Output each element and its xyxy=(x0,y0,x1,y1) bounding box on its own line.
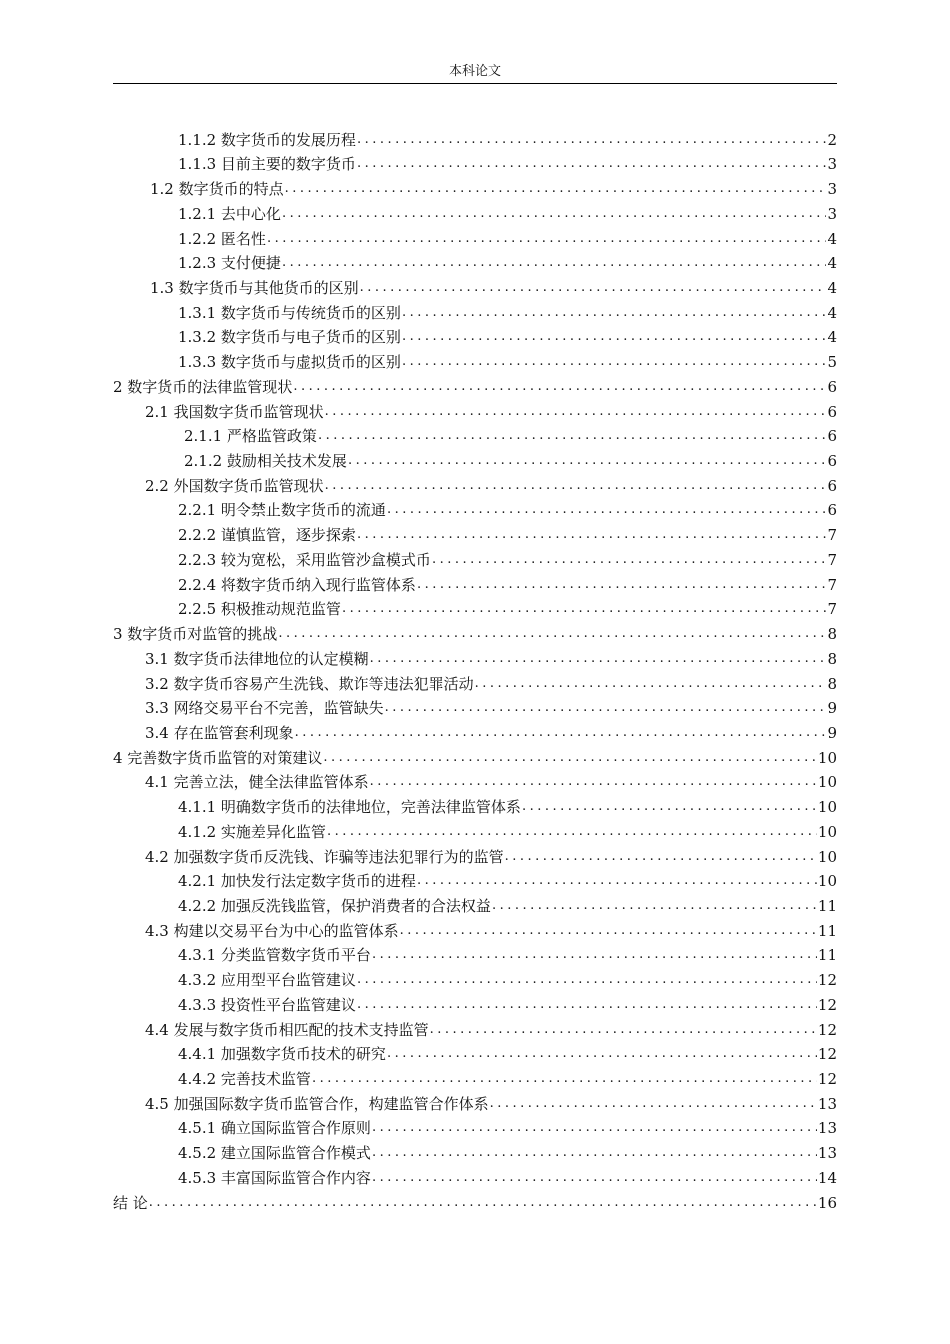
toc-entry-page-number: 11 xyxy=(817,921,837,940)
toc-entry[interactable] xyxy=(184,422,837,447)
toc-dot-leader xyxy=(348,451,827,471)
toc-entry[interactable] xyxy=(145,718,837,743)
toc-entry-title: 3.1 数字货币法律地位的认定模糊 xyxy=(145,649,369,668)
toc-entry-title: 2.2.3 较为宽松，采用监管沙盒模式币 xyxy=(178,550,431,569)
toc-entry[interactable] xyxy=(184,446,837,471)
toc-entry-page-number: 5 xyxy=(827,353,837,372)
toc-entry-title: 4.4.1 加强数字货币技术的研究 xyxy=(178,1045,386,1064)
toc-entry[interactable] xyxy=(178,867,837,892)
toc-entry-title: 4.2 加强数字货币反洗钱、诈骗等违法犯罪行为的监管 xyxy=(145,847,504,866)
toc-entry[interactable] xyxy=(113,619,837,644)
toc-entry-title: 1.3.3 数字货币与虚拟货币的区别 xyxy=(178,353,401,372)
toc-entry-title: 1.1.3 目前主要的数字货币 xyxy=(178,155,356,174)
toc-dot-leader xyxy=(357,995,817,1015)
toc-entry[interactable] xyxy=(178,990,837,1015)
toc-entry-page-number: 3 xyxy=(827,180,837,199)
toc-dot-leader xyxy=(325,476,827,496)
toc-entry[interactable] xyxy=(178,891,837,916)
toc-dot-leader xyxy=(282,253,827,273)
toc-dot-leader xyxy=(402,303,827,323)
toc-entry-title: 结 论 xyxy=(113,1193,148,1212)
toc-entry-page-number: 6 xyxy=(827,501,837,520)
toc-dot-leader xyxy=(402,327,827,347)
toc-entry-page-number: 10 xyxy=(817,847,837,866)
toc-entry[interactable] xyxy=(145,694,837,719)
toc-entry-page-number: 12 xyxy=(817,1020,837,1039)
toc-entry-title: 2.2.4 将数字货币纳入现行监管体系 xyxy=(178,575,416,594)
toc-entry-title: 1.2.1 去中心化 xyxy=(178,204,281,223)
toc-entry-page-number: 8 xyxy=(827,674,837,693)
toc-dot-leader xyxy=(312,1069,817,1089)
toc-entry[interactable] xyxy=(145,1089,837,1114)
toc-entry-page-number: 4 xyxy=(827,229,837,248)
toc-dot-leader xyxy=(267,229,827,249)
toc-dot-leader xyxy=(318,426,827,446)
toc-entry[interactable] xyxy=(178,965,837,990)
toc-dot-leader xyxy=(357,970,817,990)
toc-dot-leader xyxy=(285,179,827,199)
toc-entry[interactable] xyxy=(178,125,837,150)
toc-entry-title: 4.1 完善立法，健全法律监管体系 xyxy=(145,773,369,792)
toc-dot-leader xyxy=(505,847,817,867)
toc-dot-leader xyxy=(293,377,826,397)
page-header-title: 本科论文 xyxy=(448,64,501,79)
header-rule xyxy=(113,83,837,84)
toc-entry-title: 4.5.2 建立国际监管合作模式 xyxy=(178,1144,371,1163)
toc-dot-leader xyxy=(372,1143,817,1163)
toc-entry-page-number: 10 xyxy=(817,822,837,841)
toc-entry-page-number: 12 xyxy=(817,1070,837,1089)
toc-entry-page-number: 4 xyxy=(827,254,837,273)
toc-entry[interactable] xyxy=(150,174,837,199)
toc-entry-page-number: 13 xyxy=(817,1119,837,1138)
toc-dot-leader xyxy=(282,204,827,224)
toc-entry-page-number: 11 xyxy=(817,946,837,965)
toc-entry-title: 4.4.2 完善技术监管 xyxy=(178,1070,311,1089)
toc-entry-title: 1.1.2 数字货币的发展历程 xyxy=(178,130,356,149)
toc-entry[interactable] xyxy=(178,792,837,817)
toc-entry-page-number: 8 xyxy=(827,625,837,644)
toc-entry-title: 1.3.1 数字货币与传统货币的区别 xyxy=(178,303,401,322)
toc-dot-leader xyxy=(417,575,827,595)
toc-entry[interactable] xyxy=(178,1163,837,1188)
toc-entry-title: 2.2.1 明令禁止数字货币的流通 xyxy=(178,501,386,520)
toc-entry-page-number: 6 xyxy=(827,377,837,396)
toc-entry-title: 4.4 发展与数字货币相匹配的技术支持监管 xyxy=(145,1020,429,1039)
toc-dot-leader xyxy=(342,599,827,619)
toc-entry-title: 4.3.1 分类监管数字货币平台 xyxy=(178,946,371,965)
toc-entry-title: 4.3 构建以交易平台为中心的监管体系 xyxy=(145,921,399,940)
toc-dot-leader xyxy=(278,624,826,644)
toc-entry[interactable] xyxy=(178,1040,837,1065)
toc-entry-page-number: 7 xyxy=(827,550,837,569)
toc-dot-leader xyxy=(432,550,827,570)
toc-entry-title: 1.2.3 支付便捷 xyxy=(178,254,281,273)
toc-entry[interactable] xyxy=(145,471,837,496)
toc-dot-leader xyxy=(327,822,817,842)
toc-entry-page-number: 14 xyxy=(817,1168,837,1187)
toc-entry-title: 3 数字货币对监管的挑战 xyxy=(113,625,278,644)
toc-entry-page-number: 7 xyxy=(827,526,837,545)
toc-entry[interactable] xyxy=(178,1139,837,1164)
toc-entry-title: 4 完善数字货币监管的对策建议 xyxy=(113,748,323,767)
toc-entry[interactable] xyxy=(145,916,837,941)
toc-entry[interactable] xyxy=(150,273,837,298)
toc-entry-page-number: 11 xyxy=(817,897,837,915)
toc-entry-page-number: 10 xyxy=(817,748,837,767)
toc-entry-page-number: 8 xyxy=(827,649,837,668)
toc-entry-page-number: 4 xyxy=(827,328,837,347)
toc-entry-title: 4.5 加强国际数字货币监管合作，构建监管合作体系 xyxy=(145,1094,489,1113)
toc-dot-leader xyxy=(387,1044,817,1064)
toc-entry[interactable] xyxy=(178,249,837,274)
toc-dot-leader xyxy=(385,698,827,718)
toc-entry-title: 3.4 存在监管套利现象 xyxy=(145,723,294,742)
toc-dot-leader xyxy=(372,945,817,965)
toc-entry-title: 3.3 网络交易平台不完善，监管缺失 xyxy=(145,699,384,718)
toc-entry-page-number: 10 xyxy=(817,798,837,817)
toc-entry-title: 1.3.2 数字货币与电子货币的区别 xyxy=(178,328,401,347)
toc-entry[interactable] xyxy=(178,521,837,546)
toc-dot-leader xyxy=(387,500,827,520)
toc-dot-leader xyxy=(295,723,827,743)
toc-entry-title: 4.5.3 丰富国际监管合作内容 xyxy=(178,1168,371,1187)
toc-entry-page-number: 12 xyxy=(817,1045,837,1064)
toc-dot-leader xyxy=(430,1020,817,1040)
toc-entry-page-number: 16 xyxy=(817,1193,837,1212)
toc-dot-leader xyxy=(370,772,817,792)
toc-entry-page-number: 10 xyxy=(817,872,837,891)
toc-entry-page-number: 12 xyxy=(817,995,837,1014)
toc-entry-title: 3.2 数字货币容易产生洗钱、欺诈等违法犯罪活动 xyxy=(145,674,474,693)
toc-entry-page-number: 6 xyxy=(827,402,837,421)
toc-entry[interactable] xyxy=(178,941,837,966)
toc-entry-page-number: 6 xyxy=(827,452,837,471)
toc-entry[interactable] xyxy=(145,768,837,793)
toc-entry[interactable] xyxy=(113,743,837,768)
toc-entry[interactable] xyxy=(145,644,837,669)
toc-entry[interactable] xyxy=(178,496,837,521)
toc-entry-page-number: 4 xyxy=(827,303,837,322)
toc-entry-page-number: 3 xyxy=(827,155,837,174)
toc-entry[interactable] xyxy=(178,199,837,224)
toc-entry-title: 1.2 数字货币的特点 xyxy=(150,180,284,199)
toc-entry[interactable] xyxy=(178,545,837,570)
toc-entry-title: 4.1.2 实施差异化监管 xyxy=(178,822,326,841)
toc-dot-leader xyxy=(417,871,817,891)
toc-entry[interactable] xyxy=(178,1064,837,1089)
toc-dot-leader xyxy=(357,154,827,174)
toc-dot-leader xyxy=(360,278,827,298)
toc-entry-title: 2.2.5 积极推动规范监管 xyxy=(178,600,341,619)
toc-dot-leader xyxy=(400,921,817,941)
toc-entry[interactable] xyxy=(145,669,837,694)
toc-entry[interactable] xyxy=(178,595,837,620)
toc-dot-leader xyxy=(475,674,827,694)
toc-dot-leader xyxy=(149,1193,817,1213)
toc-entry[interactable] xyxy=(113,372,837,397)
toc-entry[interactable] xyxy=(178,224,837,249)
toc-dot-leader xyxy=(490,1094,817,1114)
toc-entry[interactable] xyxy=(178,570,837,595)
toc-dot-leader xyxy=(323,748,817,768)
toc-entry[interactable] xyxy=(145,842,837,867)
toc-entry[interactable] xyxy=(178,817,837,842)
toc-entry-title: 4.5.1 确立国际监管合作原则 xyxy=(178,1119,371,1138)
toc-dot-leader xyxy=(492,896,817,916)
toc-entry-page-number: 13 xyxy=(817,1094,837,1113)
toc-entry-page-number: 2 xyxy=(827,130,837,149)
toc-entry-page-number: 6 xyxy=(827,476,837,495)
toc-entry-page-number: 7 xyxy=(827,600,837,619)
toc-entry-title: 2.1.1 严格监管政策 xyxy=(184,427,317,446)
toc-entry[interactable] xyxy=(145,397,837,422)
toc-entry-title: 4.2.2 加强反洗钱监管，保护消费者的合法权益 xyxy=(178,897,491,915)
toc-entry[interactable] xyxy=(113,1188,837,1213)
toc-entry[interactable] xyxy=(178,323,837,348)
toc-entry-page-number: 13 xyxy=(817,1144,837,1163)
toc-entry-title: 1.2.2 匿名性 xyxy=(178,229,266,248)
toc-entry-page-number: 9 xyxy=(827,723,837,742)
toc-entry-page-number: 4 xyxy=(827,279,837,297)
toc-dot-leader xyxy=(357,130,827,150)
toc-dot-leader xyxy=(325,402,827,422)
toc-entry-page-number: 9 xyxy=(827,699,837,718)
toc-entry-title: 4.1.1 明确数字货币的法律地位，完善法律监管体系 xyxy=(178,798,521,817)
toc-entry-title: 4.3.2 应用型平台监管建议 xyxy=(178,971,356,990)
toc-entry-title: 2.1.2 鼓励相关技术发展 xyxy=(184,452,347,471)
toc-entry-title: 4.2.1 加快发行法定数字货币的进程 xyxy=(178,872,416,891)
toc-entry-page-number: 3 xyxy=(827,204,837,223)
toc-entry[interactable] xyxy=(178,298,837,323)
toc-entry[interactable] xyxy=(178,150,837,175)
toc-entry-page-number: 7 xyxy=(827,575,837,594)
toc-entry[interactable] xyxy=(178,347,837,372)
toc-dot-leader xyxy=(522,797,817,817)
toc-entry-title: 2 数字货币的法律监管现状 xyxy=(113,377,293,396)
toc-dot-leader xyxy=(372,1168,817,1188)
toc-entry-title: 1.3 数字货币与其他货币的区别 xyxy=(150,279,359,297)
toc-dot-leader xyxy=(357,525,827,545)
toc-entry-title: 2.2.2 谨慎监管，逐步探索 xyxy=(178,526,356,545)
toc-entry-title: 2.1 我国数字货币监管现状 xyxy=(145,402,324,421)
toc-entry-title: 4.3.3 投资性平台监管建议 xyxy=(178,995,356,1014)
toc-dot-leader xyxy=(402,352,827,372)
toc-entry-page-number: 12 xyxy=(817,971,837,990)
toc-entry-page-number: 10 xyxy=(817,773,837,792)
toc-entry[interactable] xyxy=(178,1114,837,1139)
toc-dot-leader xyxy=(370,649,827,669)
toc-entry[interactable] xyxy=(145,1015,837,1040)
toc-entry-title: 2.2 外国数字货币监管现状 xyxy=(145,476,324,495)
toc-entry-page-number: 6 xyxy=(827,427,837,446)
toc-dot-leader xyxy=(372,1118,817,1138)
